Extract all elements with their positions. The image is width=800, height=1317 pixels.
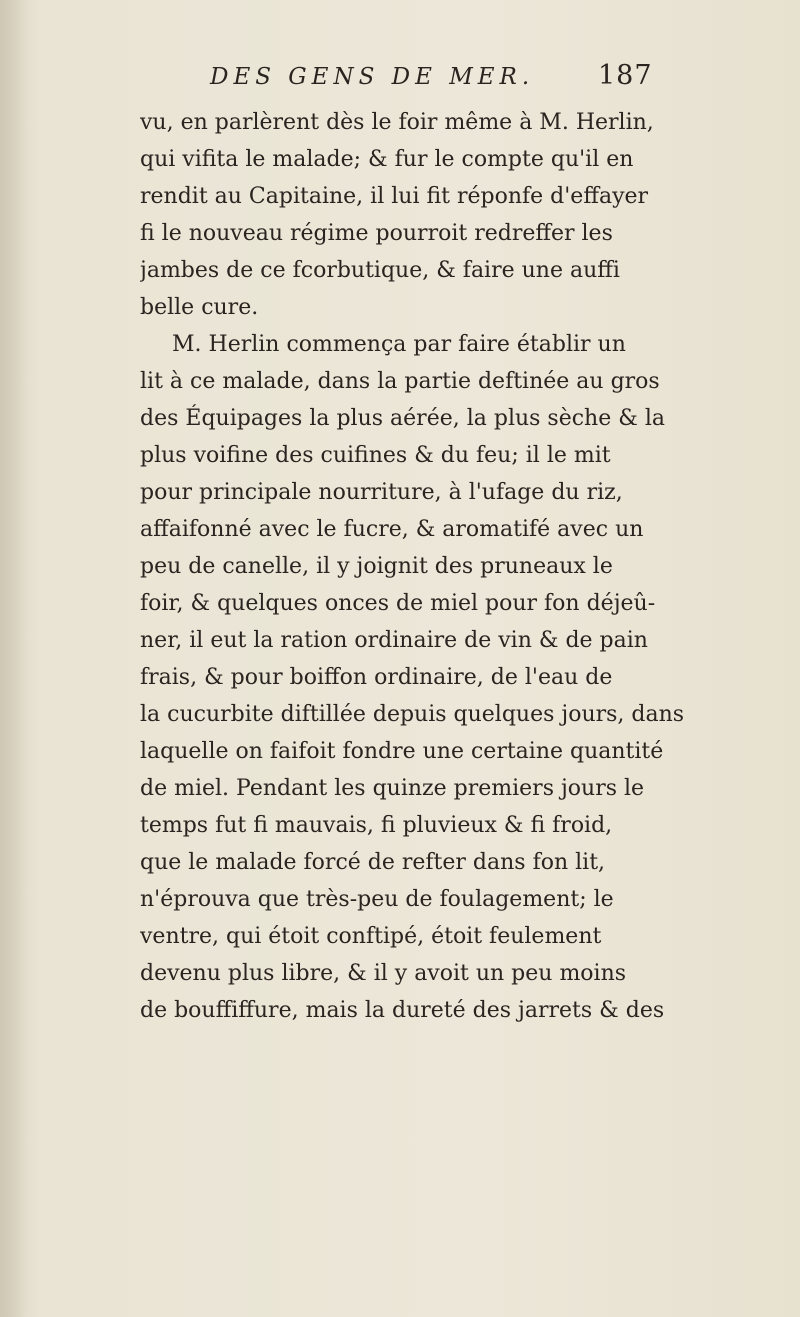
text-line: rendit au Capitaine, il lui fit réponfe d'effayer bbox=[140, 184, 649, 209]
text-line: ner, il eut la ration ordinaire de vin & de pain bbox=[140, 628, 648, 653]
text-line: de bouffiffure, mais la dureté des jarrets & des bbox=[140, 998, 665, 1023]
text-line: n'éprouva que très-peu de foulagement; le bbox=[140, 887, 614, 912]
text-line: ventre, qui étoit conftipé, étoit feulement bbox=[140, 924, 602, 949]
text-line: de miel. Pendant les quinze premiers jours le bbox=[140, 776, 645, 801]
text-line: laquelle on faifoit fondre une certaine quantité bbox=[140, 739, 664, 764]
text-line: frais, & pour boiffon ordinaire, de l'eau de bbox=[140, 665, 613, 690]
page-number: 187 bbox=[598, 60, 653, 91]
text-line: plus voifine des cuifines & du feu; il le mit bbox=[140, 443, 611, 468]
paragraph-start-line: M. Herlin commença par faire établir un bbox=[172, 332, 626, 357]
text-line: belle cure. bbox=[140, 295, 259, 320]
text-line: jambes de ce fcorbutique, & faire une auffi bbox=[140, 258, 620, 283]
text-line: devenu plus libre, & il y avoit un peu moins bbox=[140, 961, 627, 986]
text-line: peu de canelle, il y joignit des pruneaux le bbox=[140, 554, 613, 579]
text-line: foir, & quelques onces de miel pour fon déjeû- bbox=[140, 591, 656, 616]
text-line: temps fut fi mauvais, fi pluvieux & fi froid, bbox=[140, 813, 613, 838]
text-line: pour principale nourriture, à l'ufage du riz, bbox=[140, 480, 623, 505]
text-line: fi le nouveau régime pourroit redreffer les bbox=[140, 221, 613, 246]
text-line: qui vifita le malade; & fur le compte qu'il en bbox=[140, 147, 634, 172]
running-head-title: DES GENS DE MER. bbox=[210, 64, 535, 90]
text-line: affaifonné avec le fucre, & aromatifé avec un bbox=[140, 517, 644, 542]
text-line: des Équipages la plus aérée, la plus sèche & la bbox=[140, 406, 665, 431]
text-line: la cucurbite diftillée depuis quelques jours, dans bbox=[140, 702, 685, 727]
page-gutter-shadow bbox=[0, 0, 26, 1317]
text-line: que le malade forcé de refter dans fon lit, bbox=[140, 850, 606, 875]
text-line: lit à ce malade, dans la partie deftinée au gros bbox=[140, 369, 660, 394]
running-head bbox=[210, 60, 710, 104]
text-line: vu, en parlèrent dès le foir même à M. Herlin, bbox=[140, 110, 654, 135]
body-text bbox=[140, 104, 700, 1029]
